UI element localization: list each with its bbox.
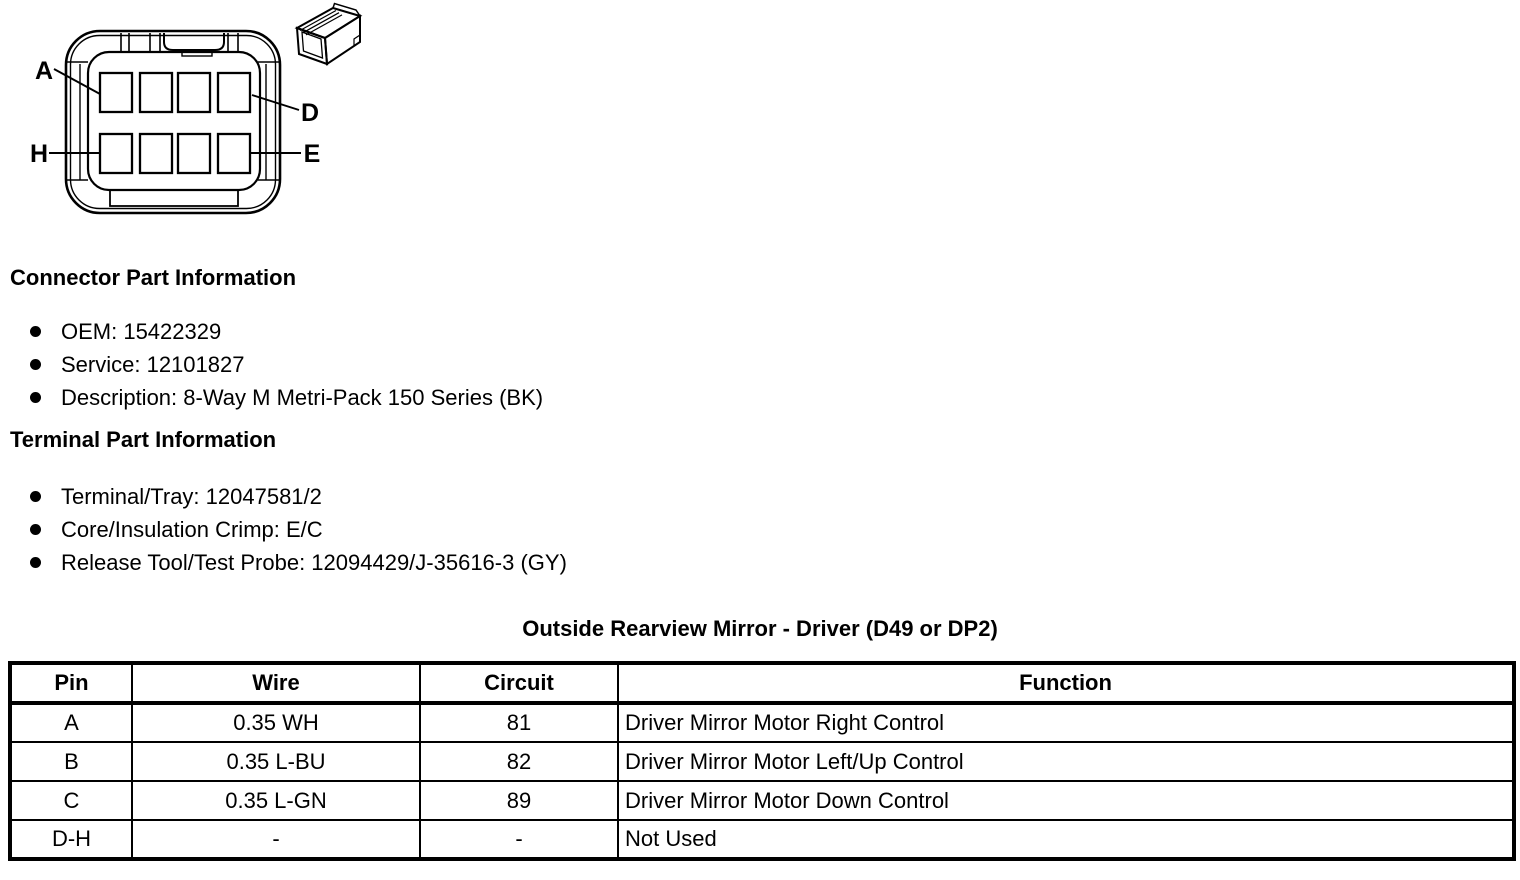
bullet-icon [30,524,41,535]
pin-cavity [178,134,210,173]
bullet-icon [30,326,41,337]
circuit-cell: 81 [420,703,618,742]
list-item [30,381,543,414]
wire-cell: - [132,820,420,859]
pin-cavity [178,73,210,112]
wire-cell: 0.35 L-BU [132,742,420,781]
function-cell: Driver Mirror Motor Right Control [618,703,1514,742]
table-row [10,820,1514,859]
pinout-table [8,661,1516,861]
leader-lines [49,69,301,153]
function-cell: Driver Mirror Motor Down Control [618,781,1514,820]
function-cell: Not Used [618,820,1514,859]
list-item [30,513,567,546]
pin-cavity [140,73,172,112]
pin-cavity [100,134,132,173]
column-header-wire: Wire [132,663,420,703]
bullet-icon [30,491,41,502]
pin-cell: A [10,703,132,742]
pin-cavity [218,73,250,112]
table-row [10,742,1514,781]
pinout-table-title: Outside Rearview Mirror - Driver (D49 or DP2) [522,616,998,641]
list-item-text: Service: 12101827 [61,351,245,377]
pin-cell: B [10,742,132,781]
circuit-cell: 82 [420,742,618,781]
pin-label-d: D [300,99,320,127]
column-header-pin: Pin [10,663,132,703]
pin-cavity [218,134,250,173]
bullet-icon [30,392,41,403]
column-header-function: Function [618,663,1514,703]
terminal-part-info-list [30,480,567,579]
connector-part-info-list [30,315,543,414]
wire-cell: 0.35 L-GN [132,781,420,820]
list-item-text: OEM: 15422329 [61,318,222,344]
table-row [10,781,1514,820]
list-item [30,348,543,381]
pin-cavity [100,73,132,112]
column-header-circuit: Circuit [420,663,618,703]
pin-cell: D-H [10,820,132,859]
list-item-text: Description: 8-Way M Metri-Pack 150 Series (BK) [61,384,544,410]
circuit-cell: - [420,820,618,859]
connector-diagram [0,0,392,235]
terminal-part-info-heading: Terminal Part Information [10,427,277,452]
pin-cavities [100,73,250,173]
pin-label-a: A [34,57,54,85]
connector-body-outline [66,31,280,213]
list-item [30,546,567,579]
list-item-text: Core/Insulation Crimp: E/C [61,516,323,542]
connector-bottom-band [110,190,238,206]
pin-cell: C [10,781,132,820]
circuit-cell: 89 [420,781,618,820]
bullet-icon [30,557,41,568]
connector-isometric-view [297,4,360,65]
table-header-row [10,663,1514,703]
table-row [10,703,1514,742]
pin-label-h: H [29,140,49,168]
list-item [30,315,543,348]
function-cell: Driver Mirror Motor Left/Up Control [618,742,1514,781]
pin-label-e: E [303,140,321,168]
pin-cavity [140,134,172,173]
list-item [30,480,567,513]
wire-cell: 0.35 WH [132,703,420,742]
connector-part-info-heading: Connector Part Information [10,265,297,290]
list-item-text: Release Tool/Test Probe: 12094429/J-35616-3 (GY) [61,549,567,575]
list-item-text: Terminal/Tray: 12047581/2 [61,483,322,509]
bullet-icon [30,359,41,370]
